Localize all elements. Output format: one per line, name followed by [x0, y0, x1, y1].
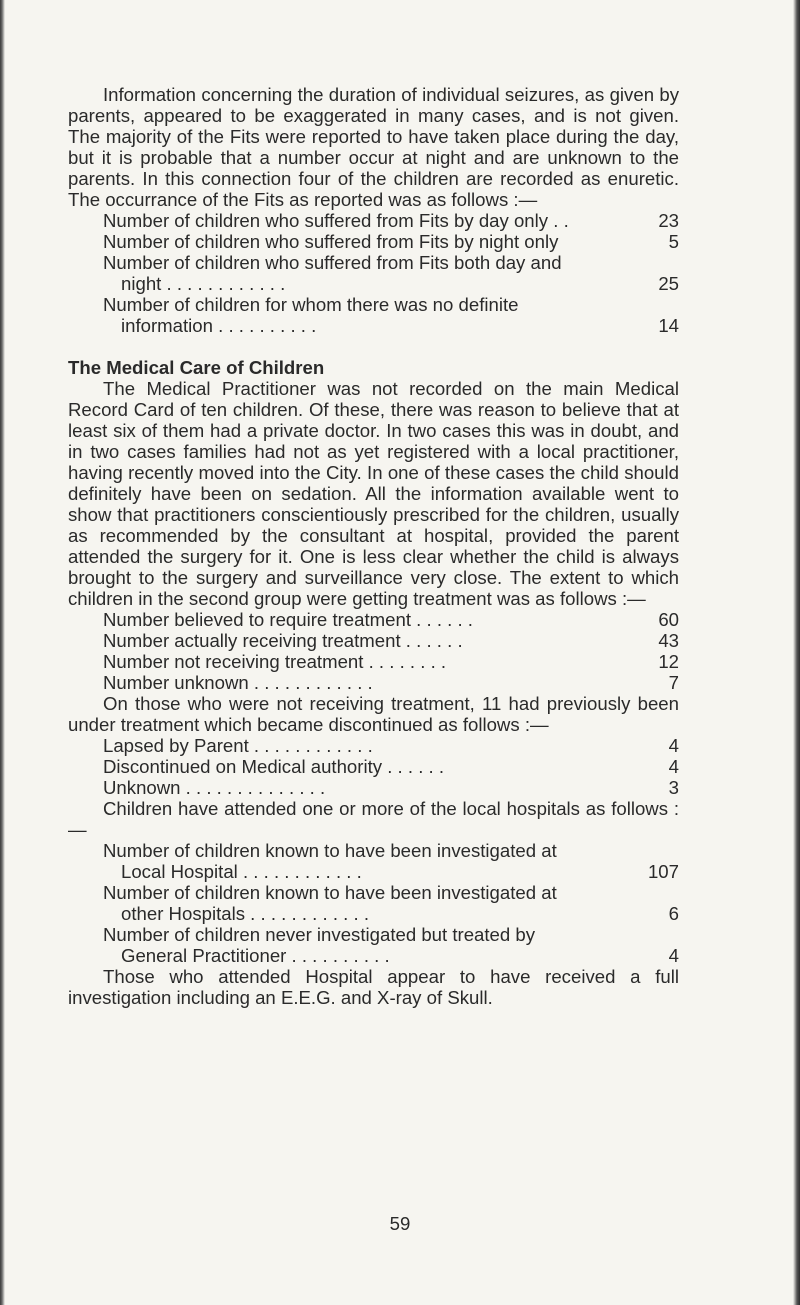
list-item: Unknown . . . . . . . . . . . . . . 3	[103, 777, 679, 798]
list-item: Number not receiving treatment . . . . . . . . 12	[103, 651, 679, 672]
list-item: Number unknown . . . . . . . . . . . . 7	[103, 672, 679, 693]
page-left-edge	[0, 0, 6, 1305]
hospitals-list	[68, 840, 679, 966]
list-item: Number of children who suffered from Fits by day only . . 23	[103, 210, 679, 231]
list-item: Number of children known to have been investigated at other Hospitals . . . . . . . . . . . . 6	[103, 882, 679, 924]
list-item: Discontinued on Medical authority . . . . . . 4	[103, 756, 679, 777]
discontinued-list	[68, 735, 679, 798]
list-item: Number of children never investigated but treated by General Practitioner . . . . . . . . . . 4	[103, 924, 679, 966]
list-item: Number of children known to have been investigated at Local Hospital . . . . . . . . . . . . 107	[103, 840, 679, 882]
list-item: Number actually receiving treatment . . . . . . 43	[103, 630, 679, 651]
list-item: Number of children who suffered from Fits by night only 5	[103, 231, 679, 252]
body-text	[68, 84, 679, 1008]
treatment-list	[68, 609, 679, 693]
closing-paragraph: Those who attended Hospital appear to have received a full investigation including an E.E.G. and X-ray of Skull.	[68, 966, 679, 1008]
fits-occurrence-list	[68, 210, 679, 336]
hospitals-intro: Children have attended one or more of the local hospitals as follows :—	[68, 798, 679, 840]
medical-care-paragraph: The Medical Practitioner was not recorded on the main Medical Record Card of ten children. Of these, there was reason to believe that at least six of them had a private doctor. In two cases this was in doubt, and in two cases families had not as yet registered with a local practitioner, having recently moved into the City. In one of these cases the child should definitely have been on sedation. All the information available went to show that practitioners conscientiously prescribed for the children, usually as recommended by the consultant at hospital, provided the parent attended the surgery for it. One is less clear whether the child is always brought to the surgery and surveillance very close. The extent to which children in the second group were getting treatment was as follows :—	[68, 378, 679, 609]
list-item: Number of children for whom there was no definite information . . . . . . . . . . 14	[103, 294, 679, 336]
intro-paragraph: Information concerning the duration of individual seizures, as given by parents, appeared to be exaggerated in many cases, and is not given. The majority of the Fits were reported to have taken place during the day, but it is probable that a number occur at night and are unknown to the parents. In this connection four of the children are recorded as enuretic. The occurrance of the Fits as reported was as follows :—	[68, 84, 679, 210]
page-right-edge	[792, 0, 800, 1305]
page-number: 59	[389, 1213, 411, 1234]
section-heading: The Medical Care of Children	[68, 357, 325, 378]
list-item: Number of children who suffered from Fits both day and night . . . . . . . . . . . . 25	[103, 252, 679, 294]
list-item: Number believed to require treatment . . . . . . 60	[103, 609, 679, 630]
list-item: Lapsed by Parent . . . . . . . . . . . . 4	[103, 735, 679, 756]
discontinued-intro: On those who were not receiving treatment, 11 had previously been under treatment which became discontinued as follows :—	[68, 693, 679, 735]
